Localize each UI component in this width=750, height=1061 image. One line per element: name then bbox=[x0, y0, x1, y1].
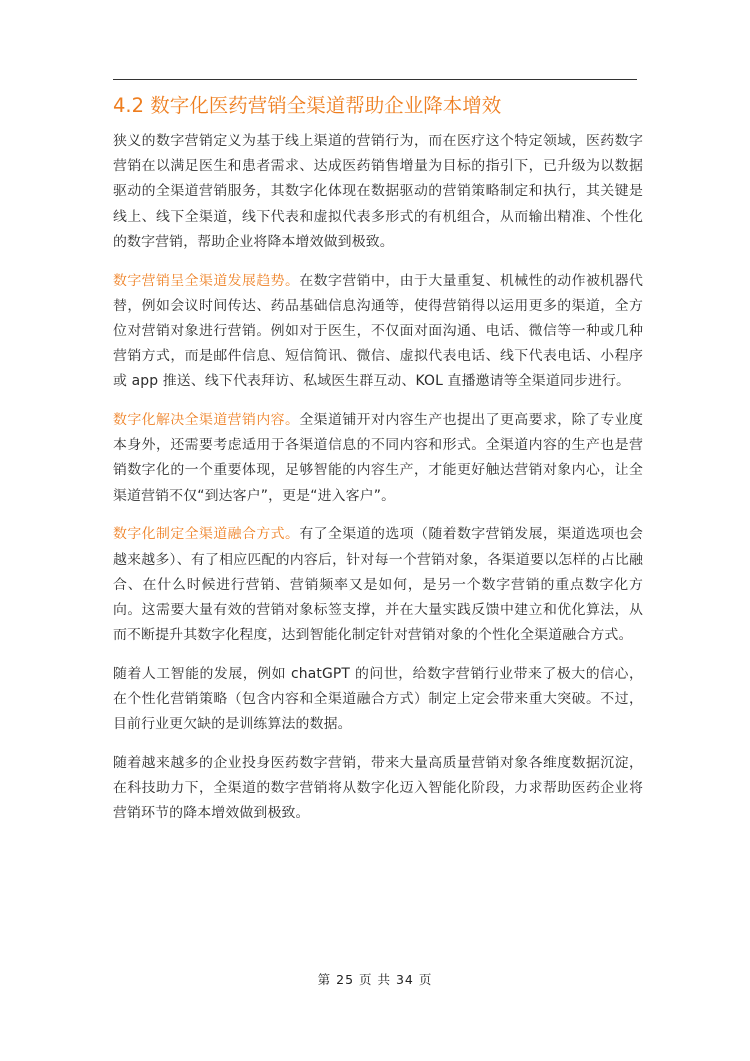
document-body bbox=[113, 129, 643, 840]
header-rule bbox=[113, 79, 637, 80]
paragraph-lead: 数字化解决全渠道营销内容。 bbox=[113, 412, 300, 429]
paragraph-text: 在数字营销中，由于大量重复、机械性的动作被机器代替，例如会议时间传达、药品基础信息沟通等，使得营销得以运用更多的渠道，全方位对营销对象进行营销。例如对于医生，不仅面对面沟通、电话、微信等一种或几种营销方式，而是邮件信息、短信简讯、微信、虚拟代表电话、线下代表电话、小程序或 app 推送、线下代表拜访、私域医生群互动、KOL 直播邀请等全渠道同步进行。 bbox=[113, 272, 644, 390]
paragraph-omnichannel-trend bbox=[113, 269, 643, 395]
paragraph-omnichannel-fusion bbox=[113, 522, 643, 648]
paragraph-lead: 数字营销呈全渠道发展趋势。 bbox=[113, 272, 300, 289]
paragraph-definition bbox=[113, 129, 643, 255]
paragraph-text: 狭义的数字营销定义为基于线上渠道的营销行为，而在医疗这个特定领域，医药数字营销在以满足医生和患者需求、达成医药销售增量为目标的指引下，已升级为以数据驱动的全渠道营销服务，其数字化体现在数据驱动的营销策略制定和执行，其关键是线上、线下全渠道，线下代表和虚拟代表多形式的有机组合，从而输出精准、个性化的数字营销，帮助企业将降本增效做到极致。 bbox=[113, 133, 643, 250]
paragraph-text: 有了全渠道的选项（随着数字营销发展，渠道选项也会越来越多）、有了相应匹配的内容后，针对每一个营销对象，各渠道要以怎样的占比融合、在什么时候进行营销、营销频率又是如何，是另一个数字营销的重点数字化方向。这需要大量有效的营销对象标签支撑，并在大量实践反馈中建立和优化算法，从而不断提升其数字化程度，达到智能化制定针对营销对象的个性化全渠道融合方式。 bbox=[113, 526, 644, 644]
page-number: 第 25 页 共 34 页 bbox=[317, 972, 433, 987]
paragraph-text: 随着人工智能的发展，例如 chatGPT 的问世，给数字营销行业带来了极大的信心，在个性化营销策略（包含内容和全渠道融合方式）制定上定会带来重大突破。不过，目前行业更欠缺的是训练算法的数据。 bbox=[113, 665, 643, 733]
paragraph-ai-development bbox=[113, 662, 643, 738]
section-title: 4.2 数字化医药营销全渠道帮助企业降本增效 bbox=[113, 94, 502, 117]
paragraph-text: 随着越来越多的企业投身医药数字营销，带来大量高质量营销对象各维度数据沉淀，在科技助力下，全渠道的数字营销将从数字化迈入智能化阶段，力求帮助医药企业将营销环节的降本增效做到极致。 bbox=[113, 754, 643, 822]
paragraph-conclusion bbox=[113, 751, 643, 827]
paragraph-omnichannel-content bbox=[113, 408, 643, 509]
paragraph-text: 全渠道铺开对内容生产也提出了更高要求，除了专业度本身外，还需要考虑适用于各渠道信息的不同内容和形式。全渠道内容的生产也是营销数字化的一个重要体现，足够智能的内容生产，才能更好触达营销对象内心，让全渠道营销不仅“到达客户”，更是“进入客户”。 bbox=[113, 412, 644, 504]
paragraph-lead: 数字化制定全渠道融合方式。 bbox=[113, 526, 300, 543]
